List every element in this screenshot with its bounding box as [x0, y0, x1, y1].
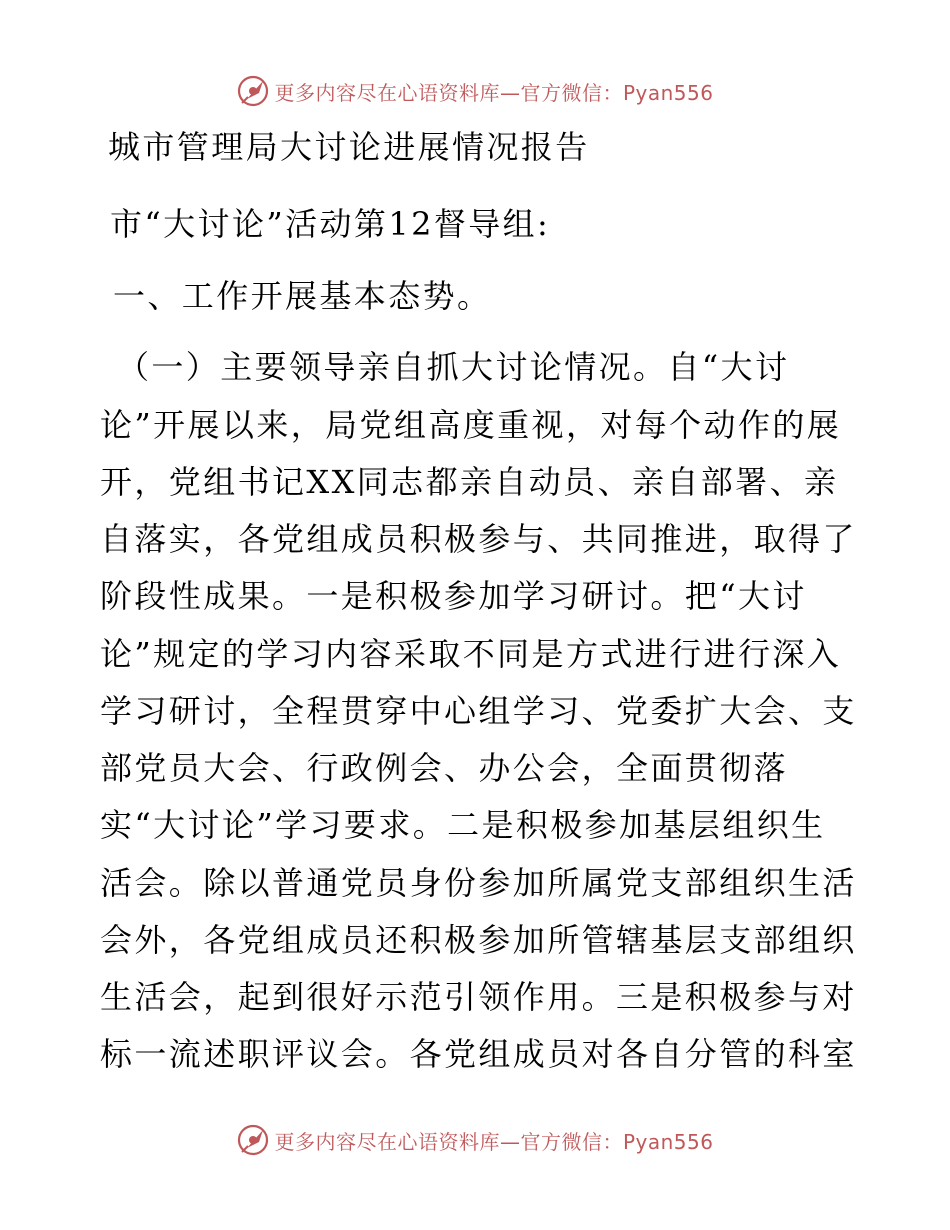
body-line: 论”开展以来，局党组高度重视，对每个动作的展 [100, 406, 842, 444]
quill-logo-icon [236, 74, 270, 108]
document-title: 城市管理局大讨论进展情况报告 [108, 128, 590, 166]
watermark-text: 更多内容尽在心语资料库—官方微信：Pyan556 [274, 1129, 714, 1154]
body-line: 活会。除以普通党员身份参加所属党支部组织生活 [100, 864, 857, 902]
footer-watermark [0, 1120, 950, 1160]
body-line: 标一流述职评议会。各党组成员对各自分管的科室 [100, 1035, 857, 1073]
body-line: 会外，各党组成员还积极参加所管辖基层支部组织 [100, 921, 857, 959]
body-line: 论”规定的学习内容采取不同是方式进行进行深入 [100, 635, 842, 673]
body-line: 学习研讨，全程贯穿中心组学习、党委扩大会、支 [100, 692, 857, 730]
body-line: 阶段性成果。一是积极参加学习研讨。把“大讨 [100, 577, 807, 615]
watermark-text: 更多内容尽在心语资料库—官方微信：Pyan556 [274, 80, 714, 105]
quill-logo-icon [236, 1123, 270, 1157]
body-line: 开，党组书记XX同志都亲自动员、亲自部署、亲 [100, 463, 839, 501]
body-line: 生活会，起到很好示范引领作用。三是积极参与对 [100, 978, 857, 1016]
body-line: 实“大讨论”学习要求。二是积极参加基层组织生 [100, 806, 826, 844]
section-heading: 一、工作开展基本态势。 [113, 277, 492, 315]
addressee-line: 市“大讨论”活动第12督导组: [110, 205, 551, 243]
body-line: （一）主要领导亲自抓大讨论情况。自“大讨 [117, 348, 790, 386]
header-watermark [0, 71, 950, 111]
body-line: 自落实，各党组成员积极参与、共同推进，取得了 [100, 520, 857, 558]
body-line: 部党员大会、行政例会、办公会，全面贯彻落 [100, 749, 789, 787]
